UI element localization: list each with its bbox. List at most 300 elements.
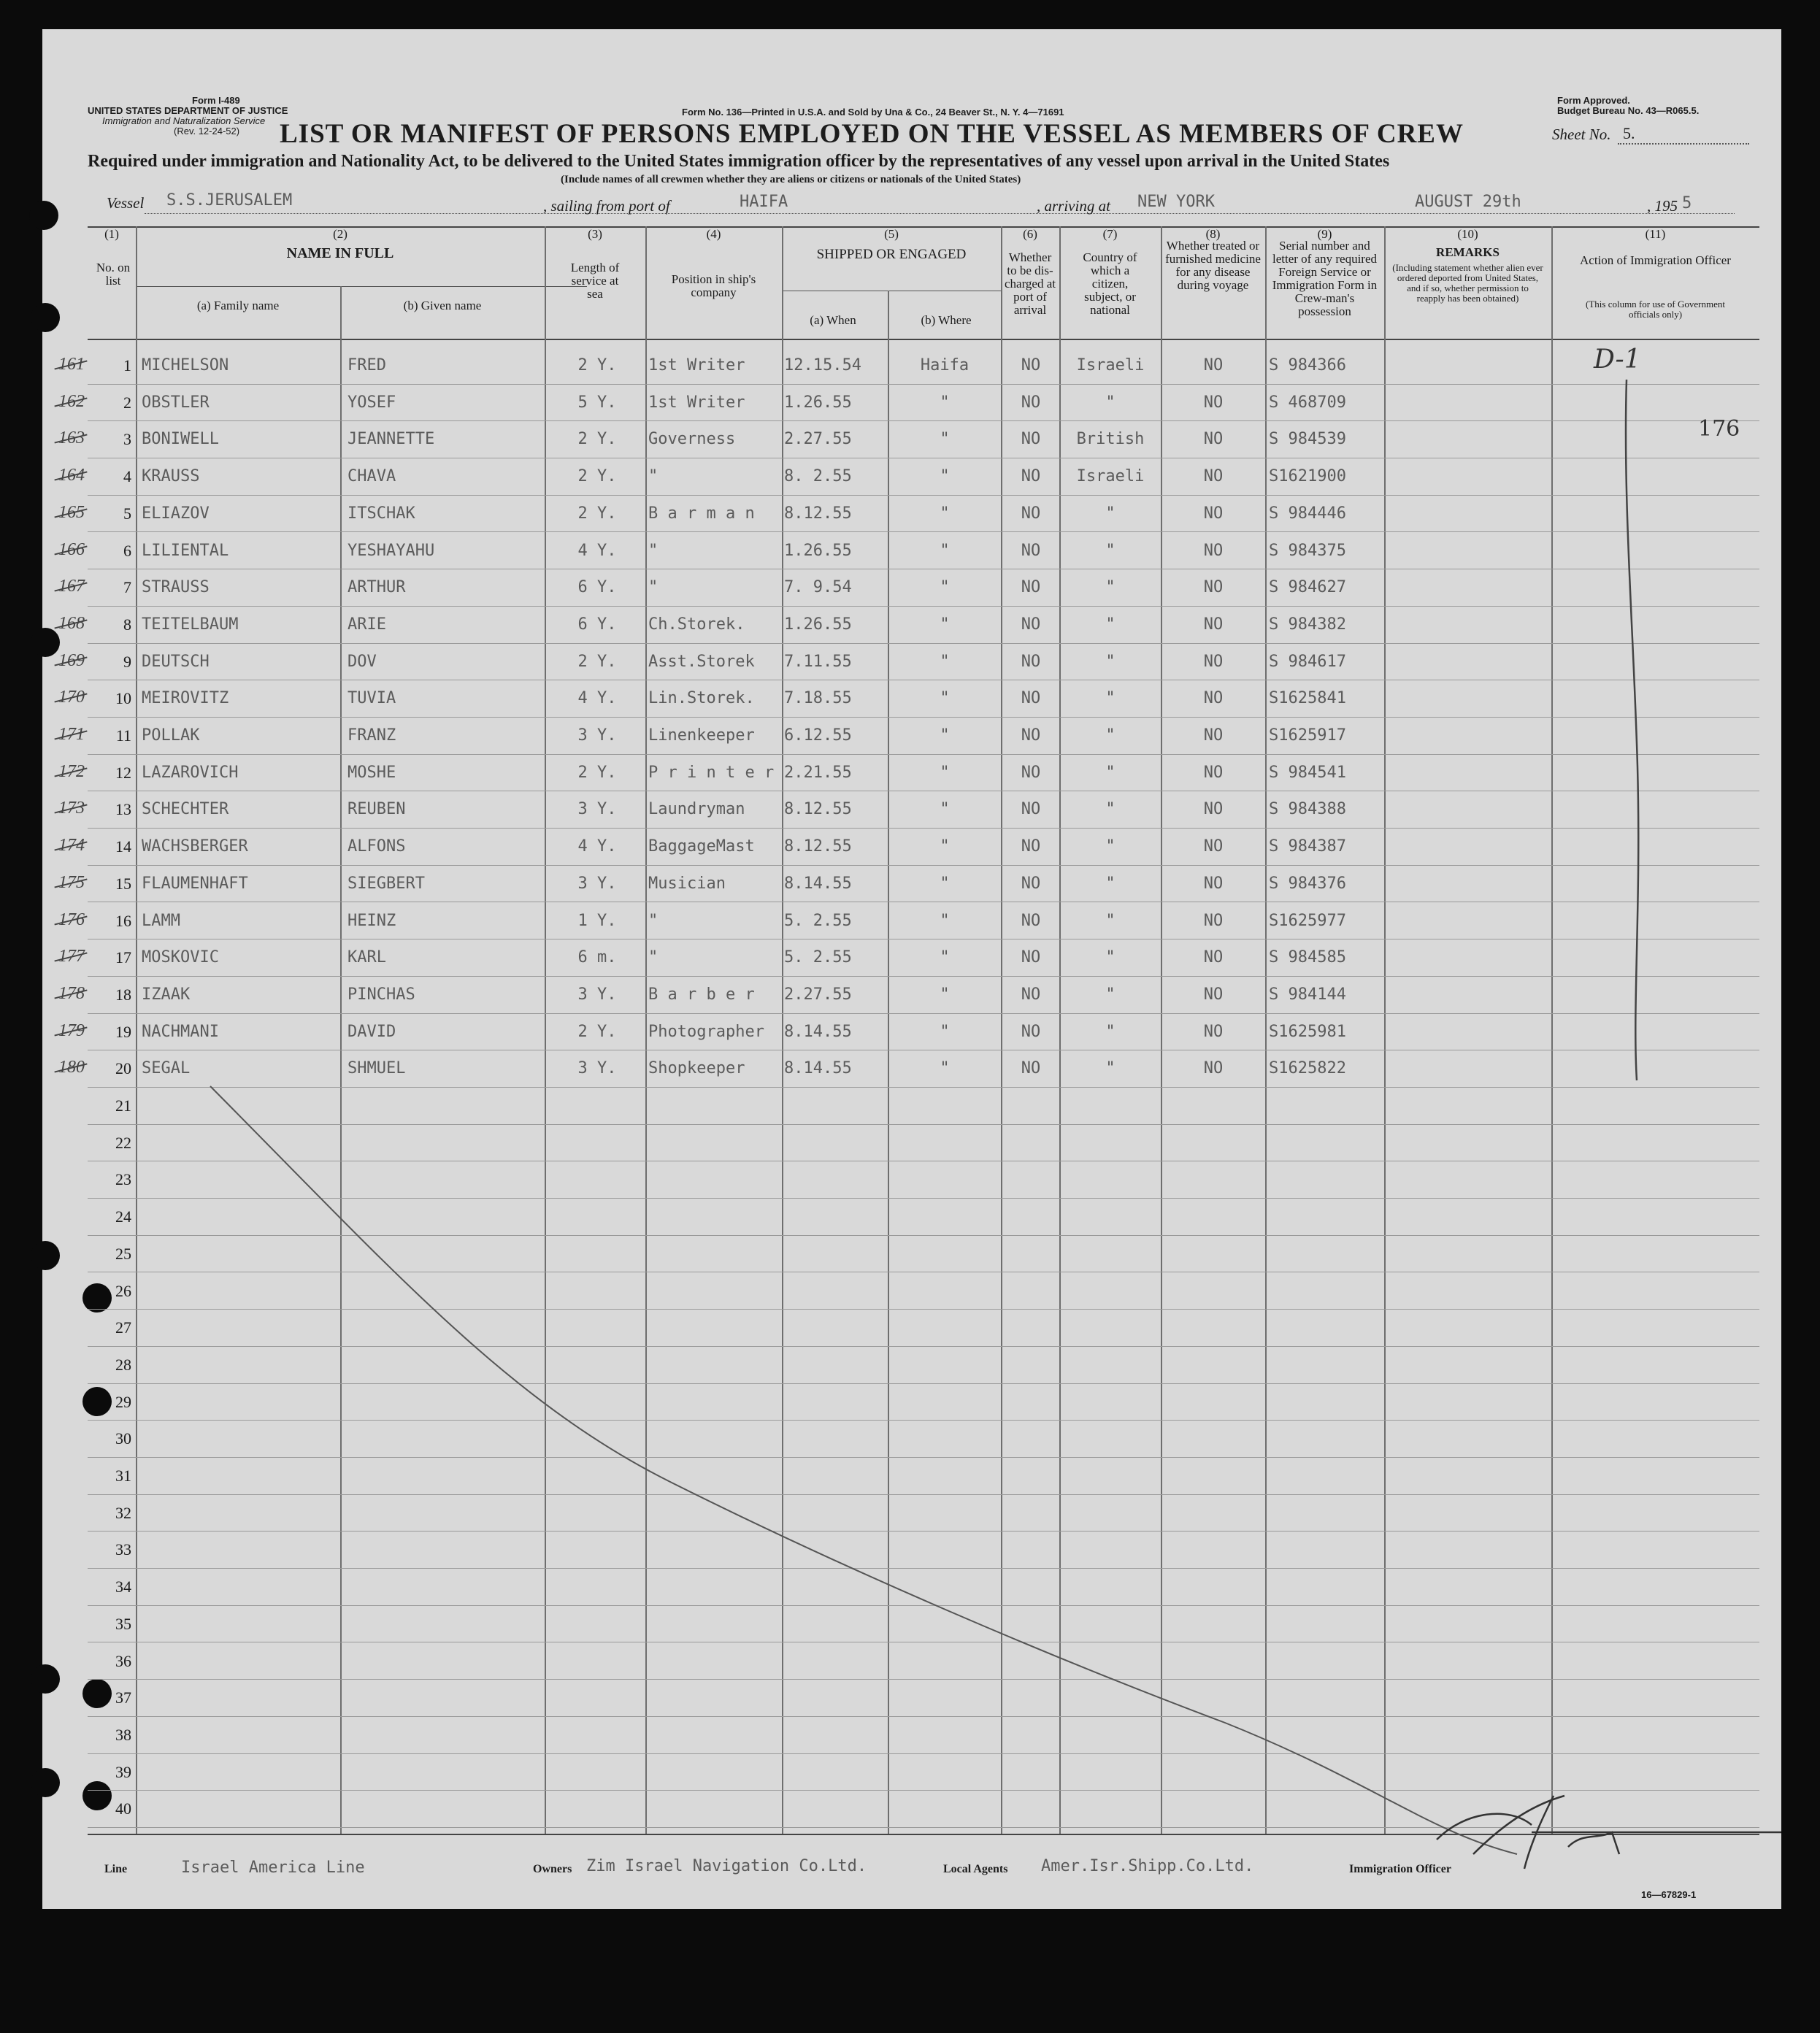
immigration-officer-label: Immigration Officer <box>1349 1863 1451 1875</box>
cell-where: " <box>940 726 950 745</box>
printer-line: Form No. 136—Printed in U.S.A. and Sold by Una & Co., 24 Beaver St., N. Y. 4—71691 <box>682 107 1064 118</box>
budget-bureau: Budget Bureau No. 43—R065.5. <box>1557 105 1700 116</box>
cell-given: JEANNETTE <box>348 430 435 449</box>
cell-family: OBSTLER <box>142 393 210 412</box>
cell-position: Shopkeeper <box>648 1059 745 1078</box>
handwritten-running-number: 164 <box>58 466 85 485</box>
form-code: 16—67829-1 <box>1641 1889 1697 1900</box>
cell-service: 4 Y. <box>577 689 617 708</box>
action-mark: D-1 <box>1594 345 1641 374</box>
row-number: 33 <box>115 1540 131 1559</box>
cell-when: 7. 9.54 <box>784 578 852 597</box>
cell-serial: S 468709 <box>1269 393 1346 412</box>
cell-where: " <box>940 430 950 449</box>
col2b-header: (b) Given name <box>403 299 482 312</box>
service: Immigration and Naturalization Service <box>102 115 266 126</box>
cell-serial: S 984376 <box>1269 874 1346 893</box>
handwritten-running-number: 179 <box>58 1021 85 1040</box>
cell-dis: NO <box>1021 504 1041 523</box>
cell-dis: NO <box>1021 726 1041 745</box>
cell-country: " <box>1105 874 1116 893</box>
cell-serial: S 984375 <box>1269 541 1346 560</box>
handwritten-running-number: 180 <box>58 1058 85 1077</box>
cell-family: LAZAROVICH <box>142 763 239 782</box>
cell-dis: NO <box>1021 911 1041 930</box>
cell-country: " <box>1105 763 1116 782</box>
cell-med: NO <box>1203 763 1224 782</box>
subtitle: Required under immigration and Nationality Act, to be delivered to the United States immigration officer by the representatives of any vessel upon arrival in the United States <box>88 152 1390 171</box>
cell-serial: S 984388 <box>1269 800 1346 819</box>
cell-given: YESHAYAHU <box>348 541 435 560</box>
sheet-number: 5. <box>1623 124 1635 142</box>
cell-dis: NO <box>1021 356 1041 374</box>
handwritten-running-number: 173 <box>58 799 85 818</box>
row-number: 39 <box>115 1762 131 1781</box>
row-number: 29 <box>115 1392 131 1411</box>
col3-header: Length of service at sea <box>570 261 620 301</box>
col11-number: (11) <box>1645 227 1666 241</box>
row-number: 20 <box>115 1059 131 1078</box>
arrival-date: AUGUST 29th <box>1415 193 1521 211</box>
row-number: 37 <box>115 1688 131 1707</box>
row-number: 28 <box>115 1355 131 1374</box>
cell-dis: NO <box>1021 1022 1041 1041</box>
col4-header: Position in ship's company <box>671 272 756 299</box>
cell-dis: NO <box>1021 467 1041 486</box>
cell-given: REUBEN <box>348 800 406 819</box>
cell-service: 2 Y. <box>577 467 617 486</box>
vessel-label: Vessel <box>107 194 145 212</box>
cell-given: ARIE <box>348 615 386 634</box>
cell-given: PINCHAS <box>348 985 415 1004</box>
cell-when: 2.27.55 <box>784 985 852 1004</box>
cell-family: FLAUMENHAFT <box>142 874 248 893</box>
cell-family: TEITELBAUM <box>142 615 239 634</box>
cell-serial: S 984539 <box>1269 430 1346 449</box>
col2-header: NAME IN FULL <box>286 245 394 261</box>
owners-value: Zim Israel Navigation Co.Ltd. <box>586 1857 867 1875</box>
cell-where: " <box>940 911 950 930</box>
cell-med: NO <box>1203 985 1224 1004</box>
cell-serial: S1625917 <box>1269 726 1346 745</box>
cell-position: Ch.Storek. <box>648 615 745 634</box>
cell-dis: NO <box>1021 800 1041 819</box>
cell-country: " <box>1105 800 1116 819</box>
cell-serial: S 984585 <box>1269 948 1346 967</box>
year-prefix: , 195 <box>1647 197 1678 215</box>
cell-given: ITSCHAK <box>348 504 415 523</box>
cell-given: FRANZ <box>348 726 396 745</box>
cell-med: NO <box>1203 356 1224 374</box>
cell-family: NACHMANI <box>142 1022 219 1041</box>
department: UNITED STATES DEPARTMENT OF JUSTICE <box>88 105 288 116</box>
cell-given: SIEGBERT <box>348 874 425 893</box>
col5-header: SHIPPED OR ENGAGED <box>816 247 967 262</box>
cell-position: Lin.Storek. <box>648 689 755 708</box>
line-value: Israel America Line <box>181 1859 365 1877</box>
cell-when: 8.12.55 <box>784 837 852 856</box>
cancel-diagonal-line <box>210 1086 1517 1854</box>
row-number: 26 <box>115 1281 131 1300</box>
cell-family: MOSKOVIC <box>142 948 219 967</box>
cell-given: TUVIA <box>348 689 396 708</box>
row-number: 30 <box>115 1429 131 1448</box>
cell-where: " <box>940 467 950 486</box>
row-number: 1 <box>123 356 131 374</box>
cell-position: Photographer <box>648 1022 764 1041</box>
cell-when: 8.12.55 <box>784 800 852 819</box>
col11-header: Action of Immigration Officer <box>1580 253 1731 267</box>
cell-service: 4 Y. <box>577 837 617 856</box>
cell-country: " <box>1105 726 1116 745</box>
cell-family: KRAUSS <box>142 467 200 486</box>
row-number: 23 <box>115 1170 131 1189</box>
row-number: 40 <box>115 1799 131 1818</box>
cell-position: 1st Writer <box>648 356 745 374</box>
cell-position: P r i n t e r <box>648 763 775 782</box>
col11-note: (This column for use of Government officials only) <box>1586 299 1725 320</box>
cell-family: MEIROVITZ <box>142 689 229 708</box>
line-label: Line <box>104 1863 128 1875</box>
row-number: 16 <box>115 911 131 930</box>
cell-med: NO <box>1203 874 1224 893</box>
year-digit: 5 <box>1682 194 1692 212</box>
col7-header: Country of which a citizen, subject, or national <box>1083 250 1137 317</box>
page-title: LIST OR MANIFEST OF PERSONS EMPLOYED ON THE VESSEL AS MEMBERS OF CREW <box>280 119 1464 149</box>
row-number: 27 <box>115 1318 131 1337</box>
cell-serial: S 984617 <box>1269 652 1346 671</box>
cell-med: NO <box>1203 1059 1224 1078</box>
cell-service: 6 Y. <box>577 578 617 597</box>
cell-dis: NO <box>1021 689 1041 708</box>
vessel-name: S.S.JERUSALEM <box>166 191 293 210</box>
cell-serial: S1625981 <box>1269 1022 1346 1041</box>
officer-signature <box>1437 1796 1781 1869</box>
cell-med: NO <box>1203 911 1224 930</box>
col10-number: (10) <box>1457 227 1478 241</box>
row-number: 10 <box>115 689 131 708</box>
owners-label: Owners <box>533 1863 572 1875</box>
handwritten-running-number: 162 <box>58 391 85 411</box>
col5a-header: (a) When <box>810 313 856 327</box>
col5b-header: (b) Where <box>921 313 972 327</box>
col9-number: (9) <box>1317 227 1332 241</box>
row-number: 38 <box>115 1725 131 1744</box>
cell-where: " <box>940 874 950 893</box>
cell-position: " <box>648 578 658 597</box>
cell-given: DAVID <box>348 1022 396 1041</box>
cell-given: YOSEF <box>348 393 396 412</box>
revision: (Rev. 12-24-52) <box>174 126 240 137</box>
cell-when: 12.15.54 <box>784 356 861 374</box>
cell-family: MICHELSON <box>142 356 229 374</box>
row-number: 21 <box>115 1096 131 1115</box>
cell-where: " <box>940 985 950 1004</box>
cell-family: LAMM <box>142 911 180 930</box>
row-number: 35 <box>115 1614 131 1633</box>
sailing-label: , sailing from port of <box>543 197 670 215</box>
cell-where: " <box>940 800 950 819</box>
cell-family: SEGAL <box>142 1059 191 1078</box>
cell-position: 1st Writer <box>648 393 745 412</box>
cell-med: NO <box>1203 726 1224 745</box>
cell-service: 2 Y. <box>577 763 617 782</box>
cell-serial: S1625822 <box>1269 1059 1346 1078</box>
form-approved: Form Approved. <box>1557 95 1630 106</box>
handwritten-running-number: 163 <box>58 428 85 448</box>
cell-service: 6 m. <box>577 948 617 967</box>
handwritten-running-number: 165 <box>58 502 85 522</box>
cell-dis: NO <box>1021 948 1041 967</box>
cell-position: " <box>648 948 658 967</box>
handwritten-running-number: 172 <box>58 761 85 781</box>
row-number: 5 <box>123 504 131 523</box>
row-number: 18 <box>115 985 131 1004</box>
handwritten-running-number: 176 <box>58 910 85 929</box>
row-number: 22 <box>115 1133 131 1152</box>
cell-serial: S1621900 <box>1269 467 1346 486</box>
cell-med: NO <box>1203 837 1224 856</box>
action-bracket-line <box>1626 380 1638 1080</box>
cell-service: 6 Y. <box>577 615 617 634</box>
cell-given: KARL <box>348 948 386 967</box>
cell-dis: NO <box>1021 985 1041 1004</box>
cell-serial: S 984627 <box>1269 578 1346 597</box>
cell-given: FRED <box>348 356 386 374</box>
cell-position: Governess <box>648 430 736 449</box>
col6-number: (6) <box>1023 227 1037 241</box>
cell-when: 2.27.55 <box>784 430 852 449</box>
cell-med: NO <box>1203 467 1224 486</box>
cell-med: NO <box>1203 1022 1224 1041</box>
cell-where: Haifa <box>920 356 969 374</box>
cell-service: 2 Y. <box>577 356 617 374</box>
sailing-port: HAIFA <box>740 193 788 211</box>
cell-country: " <box>1105 911 1116 930</box>
cell-position: Musician <box>648 874 726 893</box>
col7-number: (7) <box>1102 227 1118 241</box>
row-number: 32 <box>115 1503 131 1522</box>
cell-position: Asst.Storek <box>648 652 755 671</box>
cell-given: ARTHUR <box>348 578 406 597</box>
cell-when: 5. 2.55 <box>784 911 852 930</box>
cell-given: HEINZ <box>348 911 396 930</box>
margin-count: 176 <box>1698 416 1740 442</box>
cell-when: 8.14.55 <box>784 874 852 893</box>
row-number: 11 <box>115 726 131 745</box>
cell-when: 1.26.55 <box>784 541 852 560</box>
cell-dis: NO <box>1021 763 1041 782</box>
cell-country: " <box>1105 541 1116 560</box>
row-number: 14 <box>115 837 131 856</box>
cell-serial: S 984446 <box>1269 504 1346 523</box>
cell-serial: S1625977 <box>1269 911 1346 930</box>
cell-family: BONIWELL <box>142 430 219 449</box>
row-number: 4 <box>123 467 131 486</box>
cell-service: 1 Y. <box>577 911 617 930</box>
row-number: 2 <box>123 393 131 412</box>
cell-serial: S 984382 <box>1269 615 1346 634</box>
cell-service: 3 Y. <box>577 985 617 1004</box>
cell-med: NO <box>1203 504 1224 523</box>
cell-where: " <box>940 1059 950 1078</box>
cell-given: CHAVA <box>348 467 396 486</box>
cell-position: Linenkeeper <box>648 726 755 745</box>
cell-service: 2 Y. <box>577 1022 617 1041</box>
row-number: 17 <box>115 948 131 967</box>
row-number: 7 <box>123 578 131 597</box>
arriving-label: , arriving at <box>1037 197 1110 215</box>
row-number: 12 <box>115 763 131 782</box>
cell-service: 3 Y. <box>577 1059 617 1078</box>
cell-med: NO <box>1203 430 1224 449</box>
cell-service: 4 Y. <box>577 541 617 560</box>
cell-country: " <box>1105 615 1116 634</box>
cell-country: " <box>1105 1059 1116 1078</box>
handwritten-running-number: 171 <box>58 725 85 744</box>
cell-serial: S 984144 <box>1269 985 1346 1004</box>
cell-country: " <box>1105 652 1116 671</box>
cell-given: MOSHE <box>348 763 396 782</box>
cell-position: B a r m a n <box>648 504 755 523</box>
cell-family: POLLAK <box>142 726 200 745</box>
cell-country: " <box>1105 689 1116 708</box>
cell-country: British <box>1076 430 1145 449</box>
col3-number: (3) <box>588 227 602 241</box>
cell-position: BaggageMast <box>648 837 755 856</box>
cell-family: IZAAK <box>142 985 191 1004</box>
cell-where: " <box>940 763 950 782</box>
cell-given: ALFONS <box>348 837 406 856</box>
arriving-port: NEW YORK <box>1137 193 1215 211</box>
cell-when: 8.14.55 <box>784 1059 852 1078</box>
cell-given: SHMUEL <box>348 1059 406 1078</box>
cell-position: " <box>648 541 658 560</box>
cell-dis: NO <box>1021 1059 1041 1078</box>
cell-given: DOV <box>348 652 377 671</box>
cell-dis: NO <box>1021 541 1041 560</box>
col10-note: (Including statement whether alien ever ordered deported from United States, and if so, whether permission to reapply has been obtained) <box>1392 262 1543 304</box>
row-number: 15 <box>115 874 131 893</box>
cell-where: " <box>940 1022 950 1041</box>
local-agents-value: Amer.Isr.Shipp.Co.Ltd. <box>1041 1857 1254 1875</box>
cell-country: " <box>1105 985 1116 1004</box>
cell-family: DEUTSCH <box>142 652 210 671</box>
cell-country: " <box>1105 837 1116 856</box>
cell-family: WACHSBERGER <box>142 837 248 856</box>
cell-where: " <box>940 615 950 634</box>
local-agents-label: Local Agents <box>943 1863 1008 1875</box>
cell-med: NO <box>1203 948 1224 967</box>
row-number: 13 <box>115 800 131 819</box>
col8-number: (8) <box>1205 227 1221 241</box>
form-number: Form I-489 <box>192 95 240 106</box>
manifest-sheet <box>42 29 1781 1909</box>
cell-serial: S 984387 <box>1269 837 1346 856</box>
handwritten-running-number: 170 <box>58 688 85 707</box>
cell-dis: NO <box>1021 837 1041 856</box>
cell-when: 8.14.55 <box>784 1022 852 1041</box>
cell-family: SCHECHTER <box>142 800 229 819</box>
cell-country: " <box>1105 948 1116 967</box>
cell-where: " <box>940 837 950 856</box>
row-number: 25 <box>115 1244 131 1263</box>
cell-when: 8. 2.55 <box>784 467 852 486</box>
handwritten-running-number: 169 <box>58 650 85 670</box>
cell-service: 3 Y. <box>577 800 617 819</box>
cell-when: 2.21.55 <box>784 763 852 782</box>
cell-family: LILIENTAL <box>142 541 229 560</box>
cell-med: NO <box>1203 541 1224 560</box>
cell-family: ELIAZOV <box>142 504 210 523</box>
col1-number: (1) <box>104 227 119 241</box>
row-number: 8 <box>123 615 131 634</box>
row-number: 9 <box>123 652 131 671</box>
col8-header: Whether treated or furnished medicine for any disease during voyage <box>1165 239 1261 292</box>
row-number: 31 <box>115 1467 131 1485</box>
cell-when: 5. 2.55 <box>784 948 852 967</box>
cell-dis: NO <box>1021 652 1041 671</box>
cell-dis: NO <box>1021 874 1041 893</box>
cell-position: " <box>648 911 658 930</box>
cell-med: NO <box>1203 800 1224 819</box>
cell-serial: S1625841 <box>1269 689 1346 708</box>
cell-country: " <box>1105 504 1116 523</box>
col10-header: REMARKS <box>1436 245 1500 259</box>
row-number: 34 <box>115 1577 131 1596</box>
handwritten-running-number: 166 <box>58 539 85 559</box>
cell-when: 1.26.55 <box>784 393 852 412</box>
cell-med: NO <box>1203 393 1224 412</box>
cell-country: Israeli <box>1076 467 1145 486</box>
row-number: 19 <box>115 1022 131 1041</box>
cell-where: " <box>940 393 950 412</box>
cell-med: NO <box>1203 689 1224 708</box>
handwritten-running-number: 175 <box>58 872 85 892</box>
cell-service: 2 Y. <box>577 504 617 523</box>
row-number: 3 <box>123 430 131 449</box>
handwritten-running-number: 168 <box>58 613 85 633</box>
row-number: 24 <box>115 1207 131 1226</box>
cell-dis: NO <box>1021 578 1041 597</box>
col6-header: Whether to be dis-charged at port of arrival <box>1004 250 1056 317</box>
cell-where: " <box>940 948 950 967</box>
cell-dis: NO <box>1021 615 1041 634</box>
cell-where: " <box>940 541 950 560</box>
cell-med: NO <box>1203 615 1224 634</box>
col4-number: (4) <box>706 227 721 241</box>
cell-med: NO <box>1203 578 1224 597</box>
cell-country: Israeli <box>1076 356 1145 374</box>
cell-where: " <box>940 578 950 597</box>
handwritten-running-number: 167 <box>58 577 85 596</box>
col5-number: (5) <box>884 227 899 241</box>
row-number: 6 <box>123 541 131 560</box>
cell-where: " <box>940 652 950 671</box>
handwritten-running-number: 178 <box>58 983 85 1003</box>
handwriting-layer <box>42 29 1781 1909</box>
cell-when: 7.18.55 <box>784 689 852 708</box>
col1-header: No. on list <box>96 261 131 288</box>
cell-serial: S 984541 <box>1269 763 1346 782</box>
cell-position: B a r b e r <box>648 985 755 1004</box>
cell-country: " <box>1105 1022 1116 1041</box>
cell-service: 2 Y. <box>577 430 617 449</box>
cell-med: NO <box>1203 652 1224 671</box>
cell-service: 3 Y. <box>577 726 617 745</box>
cell-family: STRAUSS <box>142 578 210 597</box>
col2-number: (2) <box>333 227 348 241</box>
